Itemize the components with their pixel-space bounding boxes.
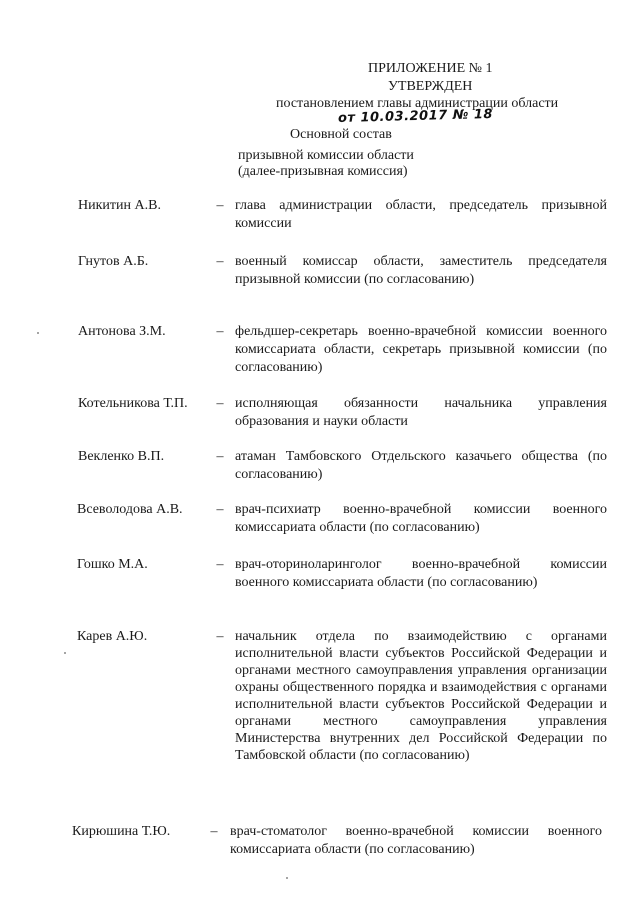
member-role: врач-стоматолог военно-врачебной комиссии военного комиссариата области (по согласованию): [230, 824, 602, 857]
member-role: глава администрации области, председатель призывной комиссии: [235, 198, 607, 231]
member-name: Антонова З.М.: [78, 324, 166, 339]
member-dash: –: [216, 502, 224, 517]
handwritten-date-number: от 10.03.2017 № 18: [337, 106, 494, 127]
member-role: атаман Тамбовского Отдельского казачьего общества (по согласованию): [235, 449, 607, 482]
member-dash: –: [216, 324, 224, 339]
member-dash: –: [216, 557, 224, 572]
member-name: Карев А.Ю.: [77, 629, 148, 644]
commission-title-line-1: призывной комиссии области: [238, 148, 414, 163]
approved-heading: УТВЕРЖДЕН: [388, 79, 473, 94]
member-name: Гнутов А.Б.: [78, 254, 149, 269]
commission-title-line-2: (далее-призывная комиссия): [238, 164, 408, 179]
member-dash: –: [216, 449, 224, 464]
member-role: фельдшер-секретарь военно-врачебной комиссии военного комиссариата области, секретарь призывной комиссии (по согласованию): [235, 324, 607, 375]
member-role: исполняющая обязанности начальника управления образования и науки области: [235, 396, 607, 429]
member-dash: –: [216, 198, 224, 213]
member-role: врач-оториноларинголог военно-врачебной комиссии военного комиссариата области (по согласованию): [235, 557, 607, 590]
member-dash: –: [210, 824, 218, 839]
member-role: начальник отдела по взаимодействию с органами исполнительной власти субъектов Российской Федерации и органами местного самоуправления управления организации охраны общественного порядка и взаимодействия с органами исполнительной власти субъектов Российской Федерации и органами местного самоуправления управления Министерства внутренних дел Российской Федерации по Тамбовской области (по согласованию): [235, 629, 607, 763]
member-name: Векленко В.П.: [78, 449, 165, 464]
composition-title: Основной состав: [290, 127, 392, 142]
scan-speck: [37, 332, 39, 334]
member-name: Всеволодова А.В.: [77, 502, 183, 517]
appendix-heading: ПРИЛОЖЕНИЕ № 1: [368, 61, 493, 76]
member-name: Никитин А.В.: [78, 198, 161, 213]
member-dash: –: [216, 629, 224, 644]
member-dash: –: [216, 254, 224, 269]
member-name: Гошко М.А.: [77, 557, 148, 572]
member-dash: –: [216, 396, 224, 411]
member-name: Котельникова Т.П.: [78, 396, 188, 411]
member-name: Кирюшина Т.Ю.: [72, 824, 171, 839]
decree-line: постановлением главы администрации области: [276, 96, 559, 111]
member-role: врач-психиатр военно-врачебной комиссии военного комиссариата области (по согласованию): [235, 502, 607, 535]
scan-speck: [286, 877, 288, 879]
member-role: военный комиссар области, заместитель председателя призывной комиссии (по согласованию): [235, 254, 607, 287]
scan-speck: [64, 652, 66, 654]
